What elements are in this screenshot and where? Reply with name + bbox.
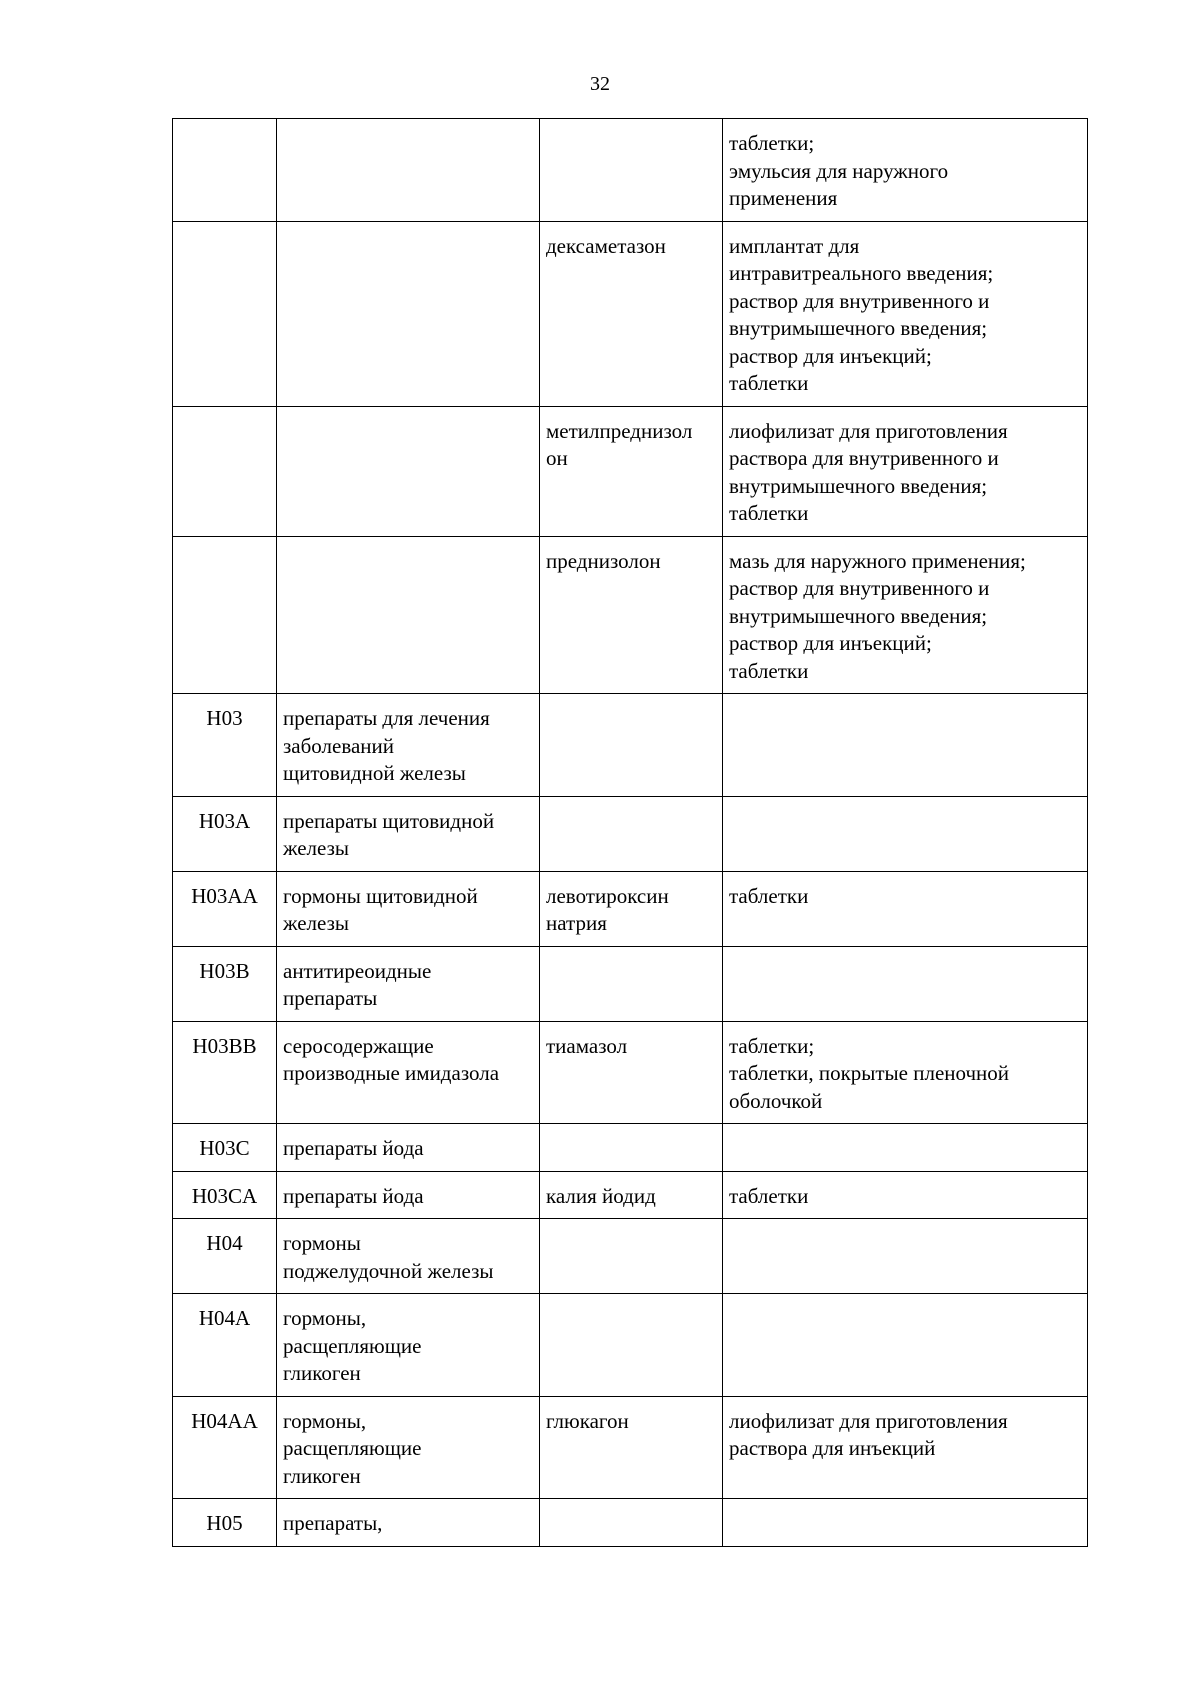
table-row	[173, 946, 1088, 1021]
cell-text-line: гликоген	[283, 1361, 361, 1385]
cell-text-line: эмульсия для наружного	[729, 158, 949, 183]
atc-group-cell	[277, 1396, 540, 1499]
atc-code-cell: H04AA	[173, 1396, 277, 1499]
atc-group-cell	[277, 406, 540, 536]
drug-name-cell	[540, 946, 723, 1021]
atc-group-cell	[277, 1294, 540, 1397]
cell-text-line: левотироксин	[546, 883, 669, 908]
drug-name-cell	[540, 871, 723, 946]
cell-text-line: раствора для инъекций	[729, 1436, 936, 1460]
cell-text-line: препараты йода	[283, 1136, 424, 1160]
cell-text-line: преднизолон	[546, 548, 661, 573]
cell-text-line: имплантат для	[729, 233, 860, 258]
drug-name-cell	[540, 1396, 723, 1499]
dosage-form-cell	[723, 694, 1088, 797]
drug-name-cell	[540, 1171, 723, 1219]
cell-text-line: натрия	[546, 911, 607, 935]
cell-text-line: таблетки	[729, 883, 809, 908]
table-row	[173, 1294, 1088, 1397]
atc-group-cell	[277, 536, 540, 694]
drug-name-cell	[540, 1499, 723, 1547]
atc-code-cell: H04A	[173, 1294, 277, 1397]
drug-name-cell	[540, 1219, 723, 1294]
dosage-form-cell	[723, 1124, 1088, 1172]
dosage-form-cell	[723, 221, 1088, 406]
cell-text-line: препараты для лечения	[283, 706, 490, 730]
table-row	[173, 406, 1088, 536]
dosage-form-cell	[723, 1396, 1088, 1499]
cell-text-line: дексаметазон	[546, 233, 666, 258]
cell-text-line: мазь для наружного применения;	[729, 548, 1026, 573]
cell-text-line: внутримышечного введения;	[729, 316, 988, 340]
cell-text-line: калия йодид	[546, 1183, 656, 1208]
dosage-form-cell	[723, 796, 1088, 871]
atc-group-cell	[277, 1021, 540, 1124]
atc-code-cell: H03BB	[173, 1021, 277, 1124]
cell-text-line: тиамазол	[546, 1033, 628, 1058]
table-body	[173, 119, 1088, 1547]
cell-text-line: лиофилизат для приготовления	[729, 1408, 1008, 1433]
drug-name-cell	[540, 119, 723, 222]
drug-name-cell	[540, 536, 723, 694]
dosage-form-cell	[723, 1021, 1088, 1124]
drug-table	[172, 118, 1088, 1547]
cell-text-line: применения	[729, 186, 838, 210]
cell-text-line: глюкагон	[546, 1408, 629, 1433]
cell-text-line: оболочкой	[729, 1088, 823, 1113]
atc-code-cell	[173, 406, 277, 536]
table-row	[173, 119, 1088, 222]
page-number: 32	[590, 73, 610, 95]
dosage-form-cell	[723, 1171, 1088, 1219]
dosage-form-cell	[723, 1499, 1088, 1547]
cell-text-line: таблетки, покрытые пленочной	[729, 1061, 1010, 1085]
table-row	[173, 536, 1088, 694]
atc-code-cell: H03	[173, 694, 277, 797]
cell-text-line: таблетки	[729, 658, 809, 683]
cell-text-line: заболеваний	[283, 733, 394, 758]
atc-group-cell	[277, 221, 540, 406]
atc-code-cell	[173, 119, 277, 222]
cell-text-line: гормоны	[283, 1231, 361, 1255]
dosage-form-cell	[723, 871, 1088, 946]
cell-text-line: метилпреднизол	[546, 418, 693, 443]
atc-code-cell: H03A	[173, 796, 277, 871]
atc-group-cell	[277, 946, 540, 1021]
cell-text-line: гормоны,	[283, 1408, 367, 1433]
atc-code-cell: H03AA	[173, 871, 277, 946]
cell-text-line: щитовидной железы	[283, 761, 466, 785]
cell-text-line: антитиреоидные	[283, 958, 432, 983]
cell-text-line: таблетки	[729, 501, 809, 525]
dosage-form-cell	[723, 1294, 1088, 1397]
atc-code-cell: H05	[173, 1499, 277, 1547]
dosage-form-cell	[723, 119, 1088, 222]
cell-text-line: поджелудочной железы	[283, 1258, 494, 1283]
atc-group-cell	[277, 796, 540, 871]
cell-text-line: раствор для инъекций;	[729, 343, 932, 368]
table-row	[173, 1499, 1088, 1547]
cell-text-line: раствор для инъекций;	[729, 631, 932, 655]
cell-text-line: внутримышечного введения;	[729, 473, 988, 498]
atc-group-cell	[277, 1171, 540, 1219]
cell-text-line: таблетки;	[729, 131, 815, 155]
cell-text-line: производные имидазола	[283, 1061, 500, 1085]
cell-text-line: внутримышечного введения;	[729, 603, 988, 628]
cell-text-line: он	[546, 446, 568, 470]
atc-group-cell	[277, 871, 540, 946]
dosage-form-cell	[723, 536, 1088, 694]
drug-name-cell	[540, 221, 723, 406]
dosage-form-cell	[723, 406, 1088, 536]
cell-text-line: расщепляющие	[283, 1436, 422, 1460]
cell-text-line: интравитреального введения;	[729, 261, 994, 285]
drug-name-cell	[540, 694, 723, 797]
cell-text-line: серосодержащие	[283, 1033, 434, 1058]
atc-group-cell	[277, 1124, 540, 1172]
table-row	[173, 796, 1088, 871]
cell-text-line: лиофилизат для приготовления	[729, 418, 1008, 443]
cell-text-line: таблетки	[729, 371, 809, 395]
cell-text-line: железы	[283, 911, 350, 935]
cell-text-line: раствора для внутривенного и	[729, 446, 999, 470]
table-row	[173, 1219, 1088, 1294]
cell-text-line: таблетки;	[729, 1033, 815, 1058]
table-row	[173, 871, 1088, 946]
drug-name-cell	[540, 1124, 723, 1172]
cell-text-line: препараты,	[283, 1511, 383, 1535]
table-row	[173, 221, 1088, 406]
atc-group-cell	[277, 119, 540, 222]
cell-text-line: раствор для внутривенного и	[729, 576, 990, 600]
atc-code-cell: H04	[173, 1219, 277, 1294]
atc-group-cell	[277, 1219, 540, 1294]
drug-name-cell	[540, 1021, 723, 1124]
cell-text-line: препараты щитовидной	[283, 808, 495, 833]
cell-text-line: препараты	[283, 986, 378, 1010]
atc-group-cell	[277, 1499, 540, 1547]
dosage-form-cell	[723, 946, 1088, 1021]
drug-name-cell	[540, 406, 723, 536]
drug-name-cell	[540, 1294, 723, 1397]
cell-text-line: расщепляющие	[283, 1333, 422, 1358]
table-row	[173, 1171, 1088, 1219]
drug-name-cell	[540, 796, 723, 871]
table-row	[173, 1124, 1088, 1172]
cell-text-line: гормоны,	[283, 1306, 367, 1330]
atc-code-cell: H03CA	[173, 1171, 277, 1219]
cell-text-line: железы	[283, 836, 350, 860]
table-row	[173, 1396, 1088, 1499]
table-row	[173, 694, 1088, 797]
cell-text-line: гликоген	[283, 1463, 361, 1488]
atc-code-cell	[173, 536, 277, 694]
atc-group-cell	[277, 694, 540, 797]
cell-text-line: раствор для внутривенного и	[729, 288, 990, 313]
cell-text-line: препараты йода	[283, 1183, 424, 1208]
cell-text-line: таблетки	[729, 1183, 809, 1208]
cell-text-line: гормоны щитовидной	[283, 883, 478, 908]
atc-code-cell: H03C	[173, 1124, 277, 1172]
atc-code-cell	[173, 221, 277, 406]
atc-code-cell: H03B	[173, 946, 277, 1021]
table-row	[173, 1021, 1088, 1124]
dosage-form-cell	[723, 1219, 1088, 1294]
